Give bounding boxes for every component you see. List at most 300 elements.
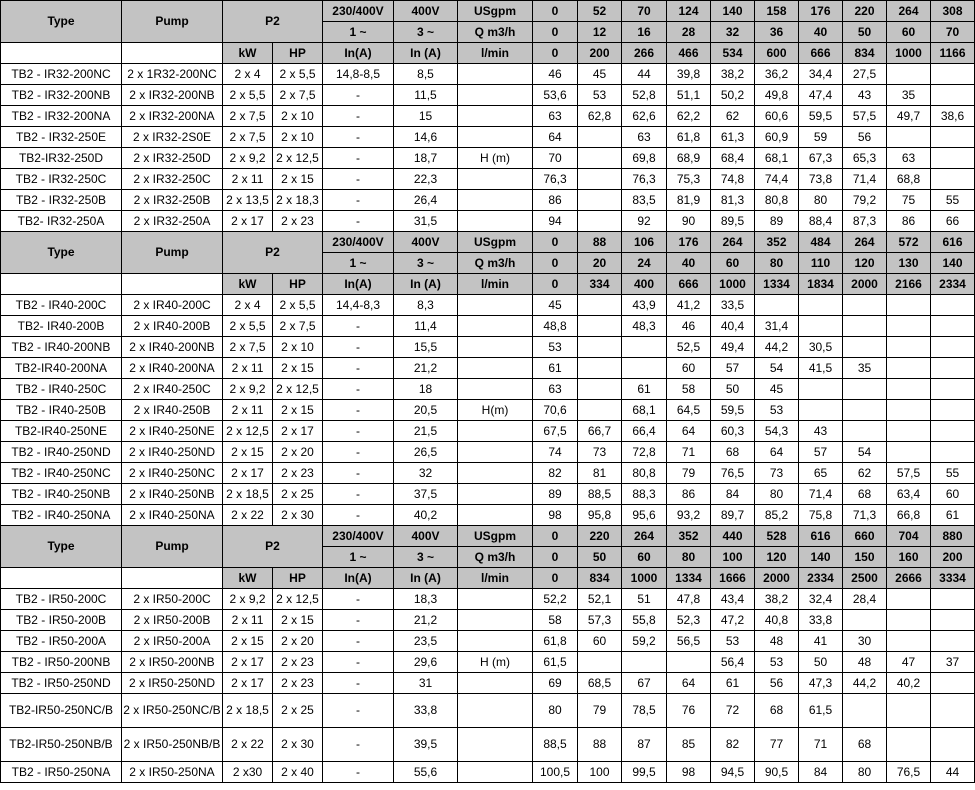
usgpm-value: 264 xyxy=(622,526,667,547)
hp-cell: 2 x 30 xyxy=(273,505,323,526)
head-value-cell xyxy=(931,610,975,631)
m3h-value: 130 xyxy=(887,253,931,274)
table-row xyxy=(1,589,975,610)
head-value-cell xyxy=(887,400,931,421)
usgpm-header: USgpm xyxy=(458,526,533,547)
hp-cell: 2 x 5,5 xyxy=(273,295,323,316)
current-1ph-cell: - xyxy=(323,106,394,127)
lmin-header: l/min xyxy=(458,43,533,64)
head-value-cell: 46 xyxy=(533,64,578,85)
head-value-cell: 64 xyxy=(533,127,578,148)
current-3ph-cell: 21,2 xyxy=(394,610,458,631)
current-1ph-cell: - xyxy=(323,442,394,463)
kw-cell: 2 x 9,2 xyxy=(223,148,273,169)
head-value-cell: 60 xyxy=(578,631,622,652)
pump-header: Pump xyxy=(122,1,223,43)
current-1ph-cell: - xyxy=(323,610,394,631)
head-value-cell: 52,3 xyxy=(667,610,711,631)
head-value-cell xyxy=(931,694,975,728)
current-3ph-cell: 33,8 xyxy=(394,694,458,728)
current-3ph-cell: 55,6 xyxy=(394,762,458,783)
head-value-cell: 81,3 xyxy=(711,190,755,211)
head-value-cell: 60,6 xyxy=(755,106,799,127)
head-value-cell: 47,4 xyxy=(799,85,843,106)
head-label-cell xyxy=(458,589,533,610)
head-value-cell: 32,4 xyxy=(799,589,843,610)
head-value-cell: 35 xyxy=(887,85,931,106)
kw-header: kW xyxy=(223,274,273,295)
head-value-cell: 82 xyxy=(533,463,578,484)
head-value-cell: 70,6 xyxy=(533,400,578,421)
current-3ph-cell: 39,5 xyxy=(394,728,458,762)
head-value-cell: 57 xyxy=(711,358,755,379)
pump-cell: 2 x IR50-200B xyxy=(122,610,223,631)
head-value-cell: 86 xyxy=(667,484,711,505)
head-value-cell: 68,1 xyxy=(622,400,667,421)
type-cell: TB2 - IR40-200C xyxy=(1,295,122,316)
head-value-cell: 40,4 xyxy=(711,316,755,337)
m3h-value: 80 xyxy=(755,253,799,274)
head-value-cell: 35 xyxy=(843,358,887,379)
head-value-cell: 47 xyxy=(887,652,931,673)
current-3ph-cell: 21,5 xyxy=(394,421,458,442)
head-value-cell: 87,3 xyxy=(843,211,887,232)
head-value-cell: 74,8 xyxy=(711,169,755,190)
hp-cell: 2 x 15 xyxy=(273,610,323,631)
current-3ph-cell: 23,5 xyxy=(394,631,458,652)
head-label-cell xyxy=(458,631,533,652)
table-row xyxy=(1,106,975,127)
m3h-value: 120 xyxy=(755,547,799,568)
head-value-cell: 62,8 xyxy=(578,106,622,127)
phase-1-header: 1 ~ xyxy=(323,253,394,274)
hp-cell: 2 x 10 xyxy=(273,106,323,127)
type-cell: TB2 - IR40-250NB xyxy=(1,484,122,505)
head-value-cell: 89 xyxy=(755,211,799,232)
hp-cell: 2 x 23 xyxy=(273,652,323,673)
head-value-cell xyxy=(931,442,975,463)
lmin-value: 534 xyxy=(711,43,755,64)
head-value-cell: 63 xyxy=(887,148,931,169)
head-value-cell: 71 xyxy=(667,442,711,463)
m3h-value: 60 xyxy=(887,22,931,43)
current-1ph-cell: - xyxy=(323,505,394,526)
pump-cell: 2 x IR50-250ND xyxy=(122,673,223,694)
head-value-cell: 56,4 xyxy=(711,652,755,673)
head-value-cell: 64 xyxy=(755,442,799,463)
usgpm-value: 176 xyxy=(799,1,843,22)
usgpm-value: 0 xyxy=(533,526,578,547)
head-value-cell xyxy=(578,652,622,673)
type-cell: TB2-IR40-200NA xyxy=(1,358,122,379)
current-1ph-cell: - xyxy=(323,589,394,610)
head-value-cell: 30 xyxy=(843,631,887,652)
head-value-cell: 61,3 xyxy=(711,127,755,148)
head-value-cell: 45 xyxy=(578,64,622,85)
head-value-cell xyxy=(887,694,931,728)
pump-cell: 2 x IR40-200NB xyxy=(122,337,223,358)
usgpm-value: 106 xyxy=(622,232,667,253)
table-row xyxy=(1,652,975,673)
hp-cell: 2 x 7,5 xyxy=(273,85,323,106)
current-1ph-cell: - xyxy=(323,316,394,337)
hp-cell: 2 x 20 xyxy=(273,442,323,463)
usgpm-value: 660 xyxy=(843,526,887,547)
head-value-cell xyxy=(887,295,931,316)
type-cell: TB2 - IR40-250NA xyxy=(1,505,122,526)
pump-cell: 2 x IR50-200A xyxy=(122,631,223,652)
current-3ph-cell: 18,7 xyxy=(394,148,458,169)
head-value-cell: 80 xyxy=(843,762,887,783)
usgpm-value: 140 xyxy=(711,1,755,22)
head-label-cell xyxy=(458,505,533,526)
current-1ph-cell: - xyxy=(323,148,394,169)
phase-1-header: 1 ~ xyxy=(323,547,394,568)
head-value-cell: 44 xyxy=(931,762,975,783)
m3h-value: 0 xyxy=(533,547,578,568)
head-value-cell: 45 xyxy=(533,295,578,316)
head-value-cell: 80,8 xyxy=(755,190,799,211)
m3h-header: Q m3/h xyxy=(458,547,533,568)
type-header: Type xyxy=(1,1,122,43)
m3h-value: 100 xyxy=(711,547,755,568)
head-value-cell xyxy=(578,379,622,400)
type-cell: TB2 - IR50-250NA xyxy=(1,762,122,783)
usgpm-value: 704 xyxy=(887,526,931,547)
head-value-cell: 78,5 xyxy=(622,694,667,728)
type-cell: TB2 - IR32-200NA xyxy=(1,106,122,127)
head-label-cell xyxy=(458,484,533,505)
head-value-cell: 81,9 xyxy=(667,190,711,211)
table-row xyxy=(1,463,975,484)
head-value-cell: 50 xyxy=(799,652,843,673)
head-label-cell xyxy=(458,127,533,148)
current-1ph-cell: - xyxy=(323,652,394,673)
head-value-cell: 48 xyxy=(843,652,887,673)
head-value-cell: 53 xyxy=(755,400,799,421)
type-cell: TB2-IR40-250NE xyxy=(1,421,122,442)
hp-cell: 2 x 18,3 xyxy=(273,190,323,211)
head-value-cell: 48,8 xyxy=(533,316,578,337)
head-value-cell: 57,5 xyxy=(887,463,931,484)
hp-cell: 2 x 20 xyxy=(273,631,323,652)
head-value-cell: 65,3 xyxy=(843,148,887,169)
head-value-cell: 38,6 xyxy=(931,106,975,127)
head-value-cell xyxy=(799,295,843,316)
type-cell: TB2- IR32-250A xyxy=(1,211,122,232)
type-cell: TB2-IR32-250D xyxy=(1,148,122,169)
pump-cell: 2 x IR32-2S0E xyxy=(122,127,223,148)
head-value-cell xyxy=(843,610,887,631)
head-label-cell xyxy=(458,85,533,106)
head-value-cell: 47,2 xyxy=(711,610,755,631)
type-cell: TB2 - IR40-250ND xyxy=(1,442,122,463)
head-value-cell: 76,5 xyxy=(711,463,755,484)
hp-cell: 2 x 23 xyxy=(273,211,323,232)
head-value-cell: 66 xyxy=(931,211,975,232)
lmin-value: 400 xyxy=(622,274,667,295)
pump-cell: 2 x IR40-250NE xyxy=(122,421,223,442)
head-value-cell: 49,8 xyxy=(755,85,799,106)
current-3ph-cell: 31 xyxy=(394,673,458,694)
head-label-cell xyxy=(458,421,533,442)
usgpm-value: 352 xyxy=(667,526,711,547)
current-1ph-cell: - xyxy=(323,694,394,728)
m3h-value: 16 xyxy=(622,22,667,43)
lmin-value: 1166 xyxy=(931,43,975,64)
head-value-cell: 61,5 xyxy=(799,694,843,728)
lmin-header: l/min xyxy=(458,568,533,589)
head-value-cell: 53 xyxy=(533,337,578,358)
head-value-cell: 49,4 xyxy=(711,337,755,358)
head-value-cell: 94 xyxy=(533,211,578,232)
head-value-cell: 59,2 xyxy=(622,631,667,652)
head-value-cell: 48 xyxy=(755,631,799,652)
usgpm-header: USgpm xyxy=(458,232,533,253)
pump-cell: 2 x IR32-250C xyxy=(122,169,223,190)
hp-cell: 2 x 15 xyxy=(273,169,323,190)
current-3ph-cell: 8,3 xyxy=(394,295,458,316)
head-value-cell: 57 xyxy=(799,442,843,463)
kw-cell: 2 x 7,5 xyxy=(223,127,273,148)
head-value-cell: 71,4 xyxy=(843,169,887,190)
head-value-cell: 61,5 xyxy=(533,652,578,673)
head-value-cell: 27,5 xyxy=(843,64,887,85)
head-value-cell: 80 xyxy=(533,694,578,728)
usgpm-value: 264 xyxy=(843,232,887,253)
table-row xyxy=(1,148,975,169)
head-value-cell: 62,2 xyxy=(667,106,711,127)
pump-cell: 2 x 1R32-200NC xyxy=(122,64,223,85)
kw-cell: 2 x 15 xyxy=(223,442,273,463)
type-cell: TB2-IR50-250NB/B xyxy=(1,728,122,762)
table-row xyxy=(1,85,975,106)
current-1ph-cell: - xyxy=(323,337,394,358)
head-value-cell xyxy=(887,610,931,631)
head-value-cell: 73,8 xyxy=(799,169,843,190)
head-value-cell: 71,3 xyxy=(843,505,887,526)
m3h-value: 24 xyxy=(622,253,667,274)
head-value-cell: 99,5 xyxy=(622,762,667,783)
head-value-cell xyxy=(622,652,667,673)
head-value-cell: 51 xyxy=(622,589,667,610)
head-value-cell: 43 xyxy=(843,85,887,106)
header-row xyxy=(1,568,975,589)
head-value-cell: 85,2 xyxy=(755,505,799,526)
head-value-cell: 53 xyxy=(711,631,755,652)
head-label-cell: H (m) xyxy=(458,148,533,169)
lmin-value: 266 xyxy=(622,43,667,64)
head-value-cell: 100,5 xyxy=(533,762,578,783)
current-3ph-cell: 26,4 xyxy=(394,190,458,211)
type-cell: TB2 - IR50-200A xyxy=(1,631,122,652)
head-value-cell: 62,6 xyxy=(622,106,667,127)
head-value-cell: 85 xyxy=(667,728,711,762)
head-value-cell: 55 xyxy=(931,463,975,484)
pump-cell: 2 x IR32-250B xyxy=(122,190,223,211)
head-value-cell: 86 xyxy=(533,190,578,211)
head-value-cell xyxy=(578,148,622,169)
head-value-cell: 88,5 xyxy=(533,728,578,762)
head-value-cell: 48,3 xyxy=(622,316,667,337)
current-3ph-cell: 18,3 xyxy=(394,589,458,610)
table-row xyxy=(1,169,975,190)
head-value-cell: 54 xyxy=(843,442,887,463)
head-value-cell xyxy=(931,673,975,694)
usgpm-value: 124 xyxy=(667,1,711,22)
type-cell: TB2 - IR50-250ND xyxy=(1,673,122,694)
pump-cell: 2 x IR50-250NB/B xyxy=(122,728,223,762)
head-value-cell: 53 xyxy=(578,85,622,106)
head-value-cell: 64,5 xyxy=(667,400,711,421)
head-value-cell: 79,2 xyxy=(843,190,887,211)
m3h-value: 32 xyxy=(711,22,755,43)
table-row xyxy=(1,337,975,358)
head-value-cell xyxy=(931,169,975,190)
type-cell: TB2 - IR40-200NB xyxy=(1,337,122,358)
current-3ph-cell: 29,6 xyxy=(394,652,458,673)
m3h-value: 0 xyxy=(533,253,578,274)
head-value-cell: 37 xyxy=(931,652,975,673)
m3h-value: 70 xyxy=(931,22,975,43)
m3h-value: 200 xyxy=(931,547,975,568)
m3h-header: Q m3/h xyxy=(458,22,533,43)
table-row xyxy=(1,64,975,85)
head-value-cell: 34,4 xyxy=(799,64,843,85)
head-value-cell: 51,1 xyxy=(667,85,711,106)
kw-cell: 2 x 12,5 xyxy=(223,421,273,442)
head-value-cell xyxy=(887,127,931,148)
head-value-cell: 52,5 xyxy=(667,337,711,358)
kw-cell: 2 x 4 xyxy=(223,295,273,316)
head-value-cell: 69 xyxy=(533,673,578,694)
head-value-cell xyxy=(578,190,622,211)
kw-cell: 2 x 17 xyxy=(223,463,273,484)
head-value-cell: 61,8 xyxy=(667,127,711,148)
kw-cell: 2 x 18,5 xyxy=(223,694,273,728)
head-value-cell: 44,2 xyxy=(843,673,887,694)
hp-cell: 2 x 30 xyxy=(273,728,323,762)
head-value-cell: 94,5 xyxy=(711,762,755,783)
head-value-cell: 55 xyxy=(931,190,975,211)
head-value-cell xyxy=(931,631,975,652)
kw-cell: 2 x 9,2 xyxy=(223,589,273,610)
usgpm-value: 220 xyxy=(578,526,622,547)
usgpm-value: 264 xyxy=(887,1,931,22)
kw-cell: 2 x 5,5 xyxy=(223,85,273,106)
head-value-cell: 89,7 xyxy=(711,505,755,526)
table-row xyxy=(1,295,975,316)
type-cell: TB2 - IR50-200NB xyxy=(1,652,122,673)
head-value-cell: 73 xyxy=(578,442,622,463)
head-value-cell: 64 xyxy=(667,673,711,694)
head-value-cell xyxy=(843,421,887,442)
head-value-cell: 80 xyxy=(799,190,843,211)
current-1ph-cell: - xyxy=(323,762,394,783)
kw-cell: 2 x 11 xyxy=(223,169,273,190)
head-value-cell: 59,5 xyxy=(799,106,843,127)
lmin-value: 1000 xyxy=(887,43,931,64)
head-label-cell xyxy=(458,106,533,127)
lmin-value: 1334 xyxy=(755,274,799,295)
head-value-cell: 56 xyxy=(843,127,887,148)
current-1ph-cell: - xyxy=(323,728,394,762)
head-value-cell: 43,4 xyxy=(711,589,755,610)
phase-1-header: 1 ~ xyxy=(323,22,394,43)
head-value-cell: 43,9 xyxy=(622,295,667,316)
head-value-cell xyxy=(755,295,799,316)
header-row xyxy=(1,43,975,64)
table-row xyxy=(1,673,975,694)
head-value-cell: 40,2 xyxy=(887,673,931,694)
usgpm-value: 176 xyxy=(667,232,711,253)
head-value-cell: 38,2 xyxy=(755,589,799,610)
usgpm-value: 88 xyxy=(578,232,622,253)
head-value-cell: 68,5 xyxy=(578,673,622,694)
table-row xyxy=(1,505,975,526)
head-value-cell: 62 xyxy=(843,463,887,484)
m3h-value: 0 xyxy=(533,22,578,43)
head-value-cell: 33,5 xyxy=(711,295,755,316)
type-cell: TB2 - IR40-250B xyxy=(1,400,122,421)
head-value-cell: 61 xyxy=(533,358,578,379)
head-label-cell xyxy=(458,673,533,694)
table-row xyxy=(1,127,975,148)
table-row xyxy=(1,631,975,652)
lmin-value: 2334 xyxy=(931,274,975,295)
pump-cell: 2 x IR40-250NC xyxy=(122,463,223,484)
head-value-cell xyxy=(578,358,622,379)
type-header: Type xyxy=(1,526,122,568)
head-value-cell: 50,2 xyxy=(711,85,755,106)
head-value-cell: 41 xyxy=(799,631,843,652)
usgpm-value: 0 xyxy=(533,232,578,253)
current-1ph-cell: - xyxy=(323,127,394,148)
lmin-value: 0 xyxy=(533,568,578,589)
table-row xyxy=(1,190,975,211)
voltage-1ph-header: 230/400V xyxy=(323,1,394,22)
head-value-cell xyxy=(843,400,887,421)
current-3ph-cell: 20,5 xyxy=(394,400,458,421)
current-1ph-cell: - xyxy=(323,190,394,211)
head-value-cell: 98 xyxy=(533,505,578,526)
pump-cell: 2 x IR40-200C xyxy=(122,295,223,316)
pump-cell: 2 x IR32-250D xyxy=(122,148,223,169)
head-label-cell xyxy=(458,694,533,728)
head-value-cell: 79 xyxy=(578,694,622,728)
head-value-cell: 61 xyxy=(711,673,755,694)
type-cell: TB2 - IR32-200NB xyxy=(1,85,122,106)
head-value-cell: 59,5 xyxy=(711,400,755,421)
usgpm-value: 616 xyxy=(931,232,975,253)
kw-cell: 2 x 7,5 xyxy=(223,337,273,358)
head-value-cell: 56 xyxy=(755,673,799,694)
usgpm-value: 352 xyxy=(755,232,799,253)
head-value-cell xyxy=(887,442,931,463)
usgpm-value: 572 xyxy=(887,232,931,253)
head-value-cell: 61 xyxy=(622,379,667,400)
usgpm-value: 880 xyxy=(931,526,975,547)
lmin-value: 466 xyxy=(667,43,711,64)
head-value-cell: 68 xyxy=(711,442,755,463)
type-cell: TB2 - IR32-250C xyxy=(1,169,122,190)
m3h-header: Q m3/h xyxy=(458,253,533,274)
m3h-value: 140 xyxy=(931,253,975,274)
current-1ph-cell: - xyxy=(323,400,394,421)
head-value-cell: 61 xyxy=(931,505,975,526)
hp-cell: 2 x 10 xyxy=(273,127,323,148)
kw-header: kW xyxy=(223,568,273,589)
